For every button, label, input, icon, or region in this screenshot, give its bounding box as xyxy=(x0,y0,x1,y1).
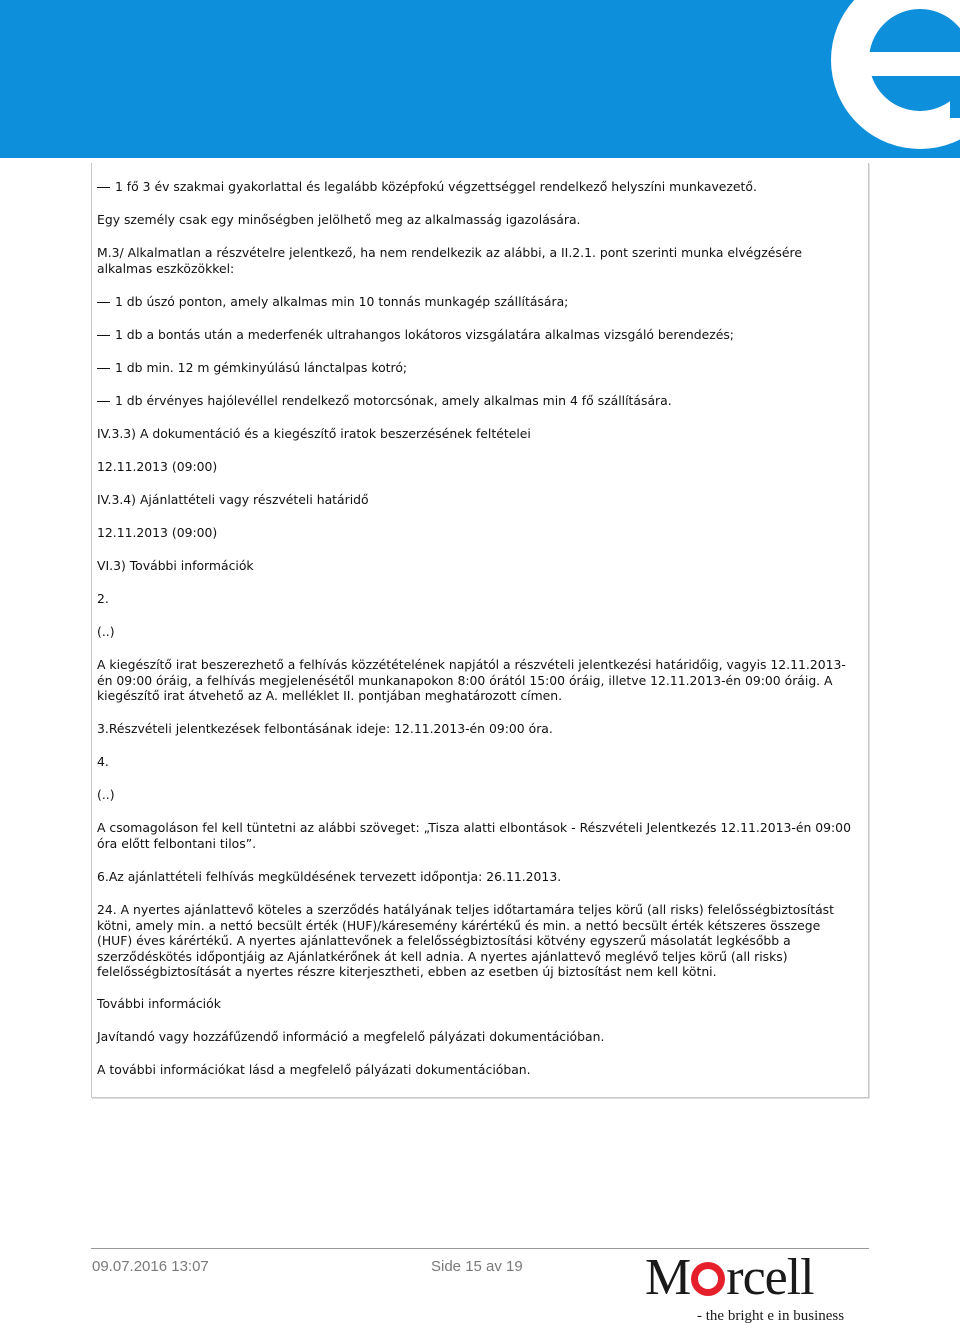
text-line: 12.11.2013 (09:00) xyxy=(97,525,218,540)
text-line: Egy személy csak egy minőségben jelölhető meg az alkalmasság igazolására. xyxy=(97,212,581,227)
dash-bullet xyxy=(97,368,110,369)
dash-bullet xyxy=(97,187,110,188)
paragraph: A kiegészítő irat beszerezhető a felhívás közzétételének napjától a részvételi jelentkezési határidőig, vagyis 12.11.2013-én 09:00 óráig, a felhívás megjelenésétől munkanapokon 8:00 órától 15:00 óráig, illetve 12.11.2013-én 09:00 óráig. A kiegészítő irat átvehető az A. melléklet II. pontjában meghatározott címen. xyxy=(97,657,846,703)
logo-letter-m: M xyxy=(645,1249,691,1306)
text-line: 6.Az ajánlattételi felhívás megküldésének tervezett időpontja: 26.11.2013. xyxy=(97,869,562,884)
text-line: A további információkat lásd a megfelelő pályázati dokumentációban. xyxy=(97,1062,531,1077)
dash-bullet xyxy=(97,302,110,303)
logo-tagline: - the bright e in business xyxy=(697,1308,845,1324)
paragraph: 24. A nyertes ajánlattevő köteles a szerződés hatályának teljes időtartamára teljes körű (all risks) felelősségbiztosítást kötni, amely min. a nettó becsült érték (HUF)/káresemény kárértékű és min. a nettó becsült érték kétszeres összege (HUF) éves kárértékű. A nyertes ajánlattevőnek a felelősségbiztosítási kötvény egyszerű másolatát legkésőbb a szerződéskötés időpontjáig az Ajánlatkérőnek át kell adnia. A nyertes ajánlattevő meglévő teljes körű (all risks) felelősségbiztosítását a nyertes részre kiterjesztheti, ebben az esetben új biztosítást nem kell kötni. xyxy=(97,902,834,979)
section-heading: IV.3.3) A dokumentáció és a kiegészítő iratok beszerzésének feltételei xyxy=(97,426,531,441)
footer-page-number: Side 15 av 19 xyxy=(431,1258,523,1275)
text-line: 1 fő 3 év szakmai gyakorlattal és legalább középfokú végzettséggel rendelkező helyszíni munkavezető. xyxy=(97,179,857,195)
paragraph: A csomagoláson fel kell tüntetni az alábbi szöveget: „Tisza alatti elbontások - Részvételi Jelentkezés 12.11.2013-én 09:00 óra előtt felbontani tilos”. xyxy=(97,820,851,851)
text-line: 1 db úszó ponton, amely alkalmas min 10 tonnás munkagép szállítására; xyxy=(97,294,857,310)
text-line: További információk xyxy=(97,996,221,1011)
logo-letters: rcell xyxy=(726,1249,814,1306)
text-line: 1 db min. 12 m gémkinyúlású lánctalpas kotró; xyxy=(97,360,857,376)
dash-bullet xyxy=(97,401,110,402)
logo-e-icon xyxy=(691,1262,725,1296)
dash-bullet xyxy=(97,335,110,336)
text-line: (..) xyxy=(97,624,115,639)
marcell-logo xyxy=(645,1250,814,1306)
text-line: 2. xyxy=(97,591,109,606)
text-line: Javítandó vagy hozzáfűzendő információ a megfelelő pályázati dokumentációban. xyxy=(97,1029,605,1044)
text-line: 3.Részvételi jelentkezések felbontásának ideje: 12.11.2013-én 09:00 óra. xyxy=(97,721,553,736)
section-heading: VI.3) További információk xyxy=(97,558,254,573)
footer-date: 09.07.2016 13:07 xyxy=(92,1258,209,1275)
brand-e-icon xyxy=(820,0,960,158)
text-line: 4. xyxy=(97,754,109,769)
text-line: 1 db a bontás után a mederfenék ultrahangos lokátoros vizsgálatára alkalmas vizsgáló berendezés; xyxy=(97,327,857,343)
text-line: (..) xyxy=(97,787,115,802)
text-line: 1 db érvényes hajólevéllel rendelkező motorcsónak, amely alkalmas min 4 fő szállítására. xyxy=(97,393,857,409)
section-heading: IV.3.4) Ajánlattételi vagy részvételi határidő xyxy=(97,492,369,507)
header-band xyxy=(0,0,960,158)
text-line: M.3/ Alkalmatlan a részvételre jelentkező, ha nem rendelkezik az alábbi, a II.2.1. pont szerinti munka elvégzésére alkalmas eszközökkel: xyxy=(97,245,802,276)
text-line: 12.11.2013 (09:00) xyxy=(97,459,218,474)
